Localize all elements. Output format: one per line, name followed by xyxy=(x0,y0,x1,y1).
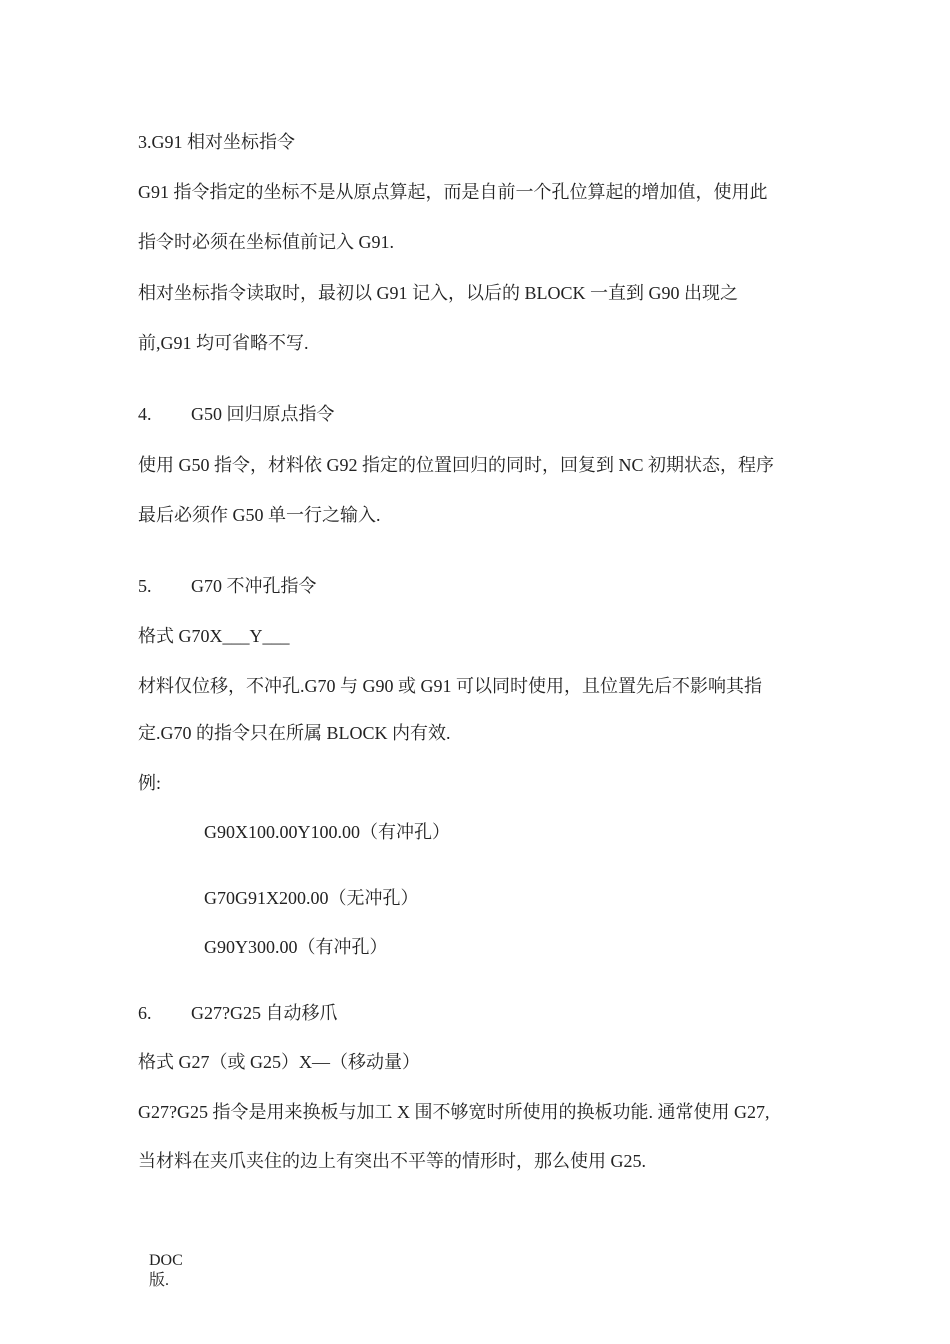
section5-format: 格式 G70X___Y___ xyxy=(138,626,290,646)
section4-title: G50 回归原点指令 xyxy=(191,404,335,424)
section3-paragraph1-line2: 指令时必须在坐标值前记入 G91. xyxy=(138,232,394,252)
section5-example-2: G70G91X200.00（无冲孔） xyxy=(204,888,419,908)
section6-title: G27?G25 自动移爪 xyxy=(191,1003,338,1023)
section5-number: 5. xyxy=(138,576,152,596)
section3-paragraph2-line1: 相对坐标指令读取时，最初以 G91 记入，以后的 BLOCK 一直到 G90 出现之 xyxy=(138,283,739,303)
section6-paragraph1-line2: 当材料在夹爪夹住的边上有突出不平等的情形时，那么使用 G25. xyxy=(138,1151,646,1171)
section5-heading xyxy=(138,574,317,598)
section5-example-1: G90X100.00Y100.00（有冲孔） xyxy=(204,822,450,842)
section6-heading xyxy=(138,1001,338,1025)
section3-paragraph2-line2: 前,G91 均可省略不写. xyxy=(138,333,309,353)
section5-example-label: 例: xyxy=(138,773,162,793)
section5-paragraph1-line1: 材料仅位移，不冲孔.G70 与 G90 或 G91 可以同时使用，且位置先后不影响其指 xyxy=(138,676,762,696)
section5-paragraph1-line2: 定.G70 的指令只在所属 BLOCK 内有效. xyxy=(138,723,451,743)
section5-example-3: G90Y300.00（有冲孔） xyxy=(204,937,388,957)
section4-heading xyxy=(138,402,335,426)
section4-number: 4. xyxy=(138,404,152,424)
section4-paragraph1-line2: 最后必须作 G50 单一行之输入. xyxy=(138,505,381,525)
footer-line2: 版. xyxy=(149,1272,170,1289)
footer-line1: DOC xyxy=(149,1252,183,1269)
section6-format: 格式 G27（或 G25）X—（移动量） xyxy=(138,1052,420,1072)
page-footer xyxy=(149,1251,183,1291)
section3-title: 3.G91 相对坐标指令 xyxy=(138,132,295,152)
section6-number: 6. xyxy=(138,1003,152,1023)
section5-title: G70 不冲孔指令 xyxy=(191,576,317,596)
section3-paragraph1-line1: G91 指令指定的坐标不是从原点算起，而是自前一个孔位算起的增加值，使用此 xyxy=(138,182,768,202)
section4-paragraph1-line1: 使用 G50 指令，材料依 G92 指定的位置回归的同时，回复到 NC 初期状态，程序 xyxy=(138,455,774,475)
section6-paragraph1-line1: G27?G25 指令是用来换板与加工 X 围不够宽时所使用的换板功能. 通常使用 G27, xyxy=(138,1102,770,1122)
